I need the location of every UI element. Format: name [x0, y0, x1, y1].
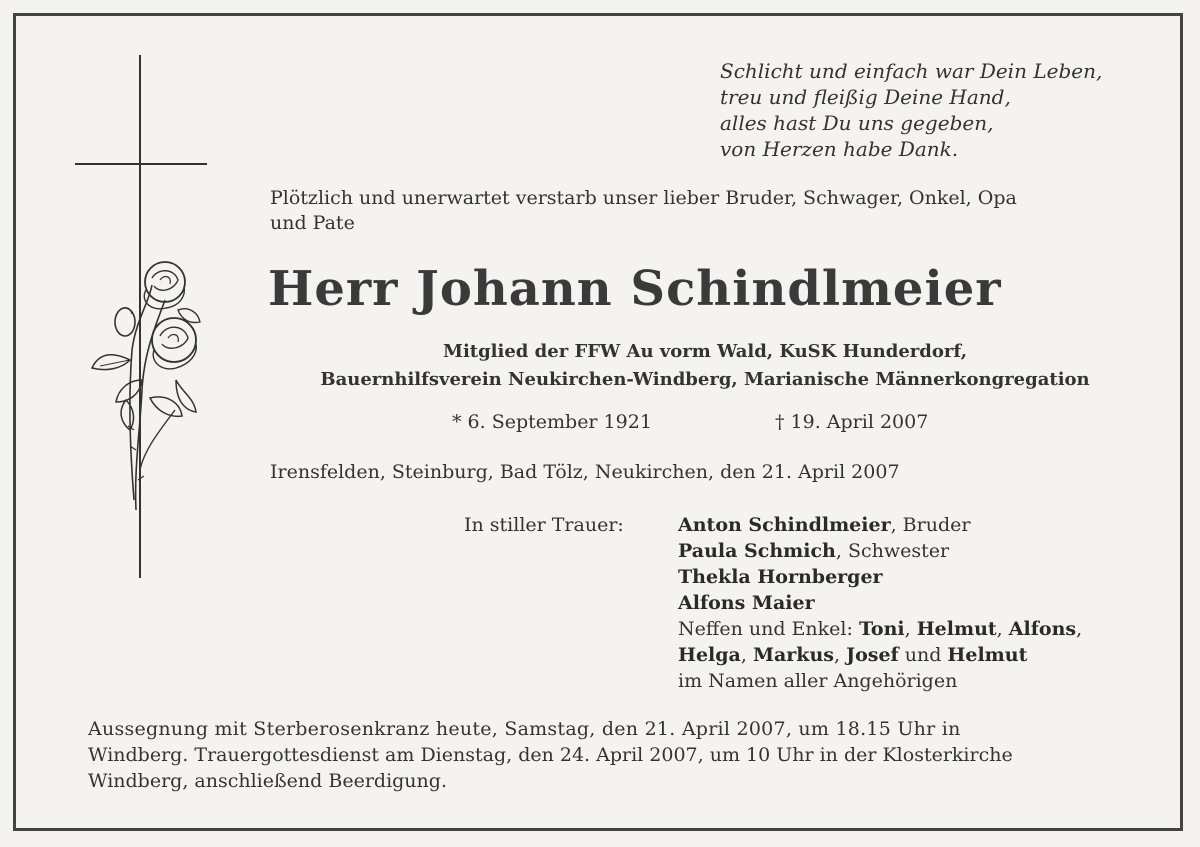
cross-with-roses-icon: [70, 50, 220, 590]
poem: [720, 58, 1102, 162]
grandchildren-entry: Helga, Markus, Josef und Helmut: [678, 644, 1028, 666]
place-date: Irensfelden, Steinburg, Bad Tölz, Neukirchen, den 21. April 2007: [270, 461, 900, 483]
memberships: [260, 338, 1150, 394]
birth-date: * 6. September 1921: [452, 411, 652, 433]
mourning-closing: im Namen aller Angehörigen: [678, 670, 958, 692]
grandchild-name: Josef: [846, 644, 899, 666]
grandchildren-and: und: [898, 644, 948, 666]
poem-line: treu und fleißig Deine Hand,: [720, 85, 1011, 109]
service-line: Aussegnung mit Sterberosenkranz heute, Samstag, den 21. April 2007, um 18.15 Uhr in: [88, 718, 961, 740]
grandchild-name: Helmut: [947, 644, 1028, 666]
mourner-relation: , Bruder: [890, 514, 971, 536]
mourners-list: [678, 512, 1082, 694]
poem-line: Schlicht und einfach war Dein Leben,: [720, 59, 1103, 83]
grandchild-name: Helmut: [916, 618, 997, 640]
service-info: [88, 716, 1140, 794]
mourner-entry: [678, 512, 1082, 538]
death-date: † 19. April 2007: [775, 411, 929, 433]
grandchildren-entry: Neffen und Enkel: Toni, Helmut, Alfons,: [678, 618, 1083, 640]
grandchild-name: Alfons: [1008, 618, 1077, 640]
deceased-name: Herr Johann Schindlmeier: [268, 261, 1002, 317]
intro-text: [270, 186, 1150, 236]
intro-line: Plötzlich und unerwartet verstarb unser lieber Bruder, Schwager, Onkel, Opa: [270, 187, 1017, 209]
mourner-relation: , Schwester: [835, 540, 950, 562]
grandchild-name: Toni: [858, 618, 905, 640]
grandchild-name: Helga: [678, 644, 741, 666]
memberships-line: Bauernhilfsverein Neukirchen-Windberg, Marianische Männerkongregation: [320, 369, 1090, 390]
mourner-name: Alfons Maier: [678, 592, 815, 614]
memberships-line: Mitglied der FFW Au vorm Wald, KuSK Hunderdorf,: [443, 341, 967, 362]
mourner-name: Paula Schmich: [678, 540, 836, 562]
mourner-name: Thekla Hornberger: [678, 566, 883, 588]
service-line: Windberg. Trauergottesdienst am Dienstag, den 24. April 2007, um 10 Uhr in der Klosterkirche: [88, 744, 1013, 766]
mourner-entry: [678, 564, 1082, 590]
poem-line: von Herzen habe Dank.: [720, 137, 959, 161]
intro-line: und Pate: [270, 212, 355, 234]
mourner-name: Anton Schindlmeier: [678, 514, 891, 536]
grandchildren-prefix: Neffen und Enkel:: [678, 618, 859, 640]
mourner-entry: [678, 538, 1082, 564]
grandchild-name: Markus: [752, 644, 834, 666]
service-line: Windberg, anschließend Beerdigung.: [88, 770, 447, 792]
mourning-label: In stiller Trauer:: [464, 514, 624, 536]
mourner-entry: [678, 590, 1082, 616]
poem-line: alles hast Du uns gegeben,: [720, 111, 994, 135]
